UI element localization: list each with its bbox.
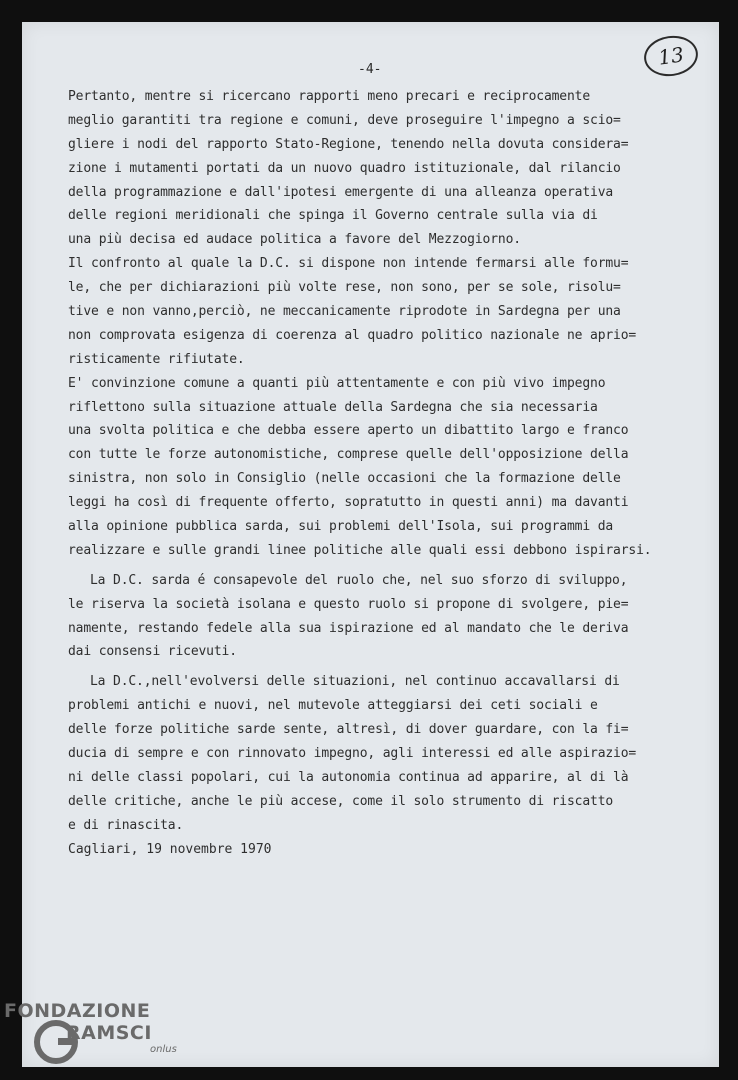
text-line: una più decisa ed audace politica a favore del Mezzogiorno. xyxy=(68,232,521,248)
text-line: dai consensi ricevuti. xyxy=(68,644,237,660)
text-line: tive e non vanno,perciò, ne meccanicamente riprodote in Sardegna per una xyxy=(68,304,621,320)
text-line: Pertanto, mentre si ricercano rapporti meno precari e reciprocamente xyxy=(68,89,591,104)
text-line: e di rinascita. xyxy=(68,817,184,833)
text-line: leggi ha così di frequente offerto, sopratutto in questi anni) ma davanti xyxy=(68,495,629,511)
text-line: le, che per dichiarazioni più volte rese, non sono, per se sole, risolu= xyxy=(68,280,621,296)
text-line: realizzare e sulle grandi linee politiche alle quali essi debbono ispirarsi. xyxy=(68,542,652,558)
text-line: meglio garantiti tra regione e comuni, deve proseguire l'impegno a scio= xyxy=(68,112,621,128)
paragraph xyxy=(68,372,698,563)
text-line: namente, restando fedele alla sua ispirazione ed al mandato che le deriva xyxy=(68,620,629,636)
text-line: riflettono sulla situazione attuale della Sardegna che sia necessaria xyxy=(68,399,598,415)
text-line: La D.C. sarda é consapevole del ruolo che, nel suo sforzo di sviluppo, xyxy=(90,572,628,588)
text-line: con tutte le forze autonomistiche, comprese quelle dell'opposizione della xyxy=(68,447,629,463)
text-line: sinistra, non solo in Consiglio (nelle occasioni che la formazione delle xyxy=(68,471,621,487)
paragraph xyxy=(68,252,698,371)
watermark-line1: FONDAZIONE xyxy=(4,1000,151,1022)
text-line: una svolta politica e che debba essere aperto un dibattito largo e franco xyxy=(68,423,629,439)
text-line: della programmazione e dall'ipotesi emergente di una alleanza operativa xyxy=(68,184,614,200)
text-line: delle critiche, anche le più accese, come il solo strumento di riscatto xyxy=(68,793,614,809)
text-line: delle regioni meridionali che spinga il Governo centrale sulla via di xyxy=(68,208,598,224)
text-line: delle forze politiche sarde sente, altresì, di dover guardare, con la fi= xyxy=(68,722,629,738)
text-line: non comprovata esigenza di coerenza al quadro politico nazionale ne aprio= xyxy=(68,327,637,343)
watermark-suffix: onlus xyxy=(150,1044,177,1055)
text-line: E' convinzione comune a quanti più attentamente e con più vivo impegno xyxy=(68,375,606,391)
text-line: ducia di sempre e con rinnovato impegno, agli interessi ed alle aspirazio= xyxy=(68,746,637,762)
watermark-line2: RAMSCI xyxy=(66,1022,152,1044)
text-line: le riserva la società isolana e questo ruolo si propone di svolgere, pie= xyxy=(68,596,629,612)
text-line: ni delle classi popolari, cui la autonomia continua ad apparire, al di là xyxy=(68,769,629,785)
folio-number: 13 xyxy=(656,42,686,70)
text-line: zione i mutamenti portati da un nuovo quadro istituzionale, dal rilancio xyxy=(68,160,621,176)
text-line: Il confronto al quale la D.C. si dispone non intende fermarsi alle formu= xyxy=(68,256,629,272)
text-line: problemi antichi e nuovi, nel mutevole atteggiarsi dei ceti sociali e xyxy=(68,698,598,714)
document-body xyxy=(68,85,698,838)
text-line: alla opinione pubblica sarda, sui problemi dell'Isola, sui programmi da xyxy=(68,519,614,535)
text-line: La D.C.,nell'evolversi delle situazioni, nel continuo accavallarsi di xyxy=(90,674,620,690)
text-line: risticamente rifiutate. xyxy=(68,351,245,367)
paragraph xyxy=(68,670,698,837)
page-number: -4- xyxy=(358,62,382,77)
paragraph xyxy=(68,85,698,252)
watermark-logo xyxy=(4,1000,204,1080)
paragraph xyxy=(68,569,698,665)
text-line: gliere i nodi del rapporto Stato-Regione, tenendo nella dovuta considera= xyxy=(68,136,629,152)
date-line: Cagliari, 19 novembre 1970 xyxy=(68,842,272,857)
